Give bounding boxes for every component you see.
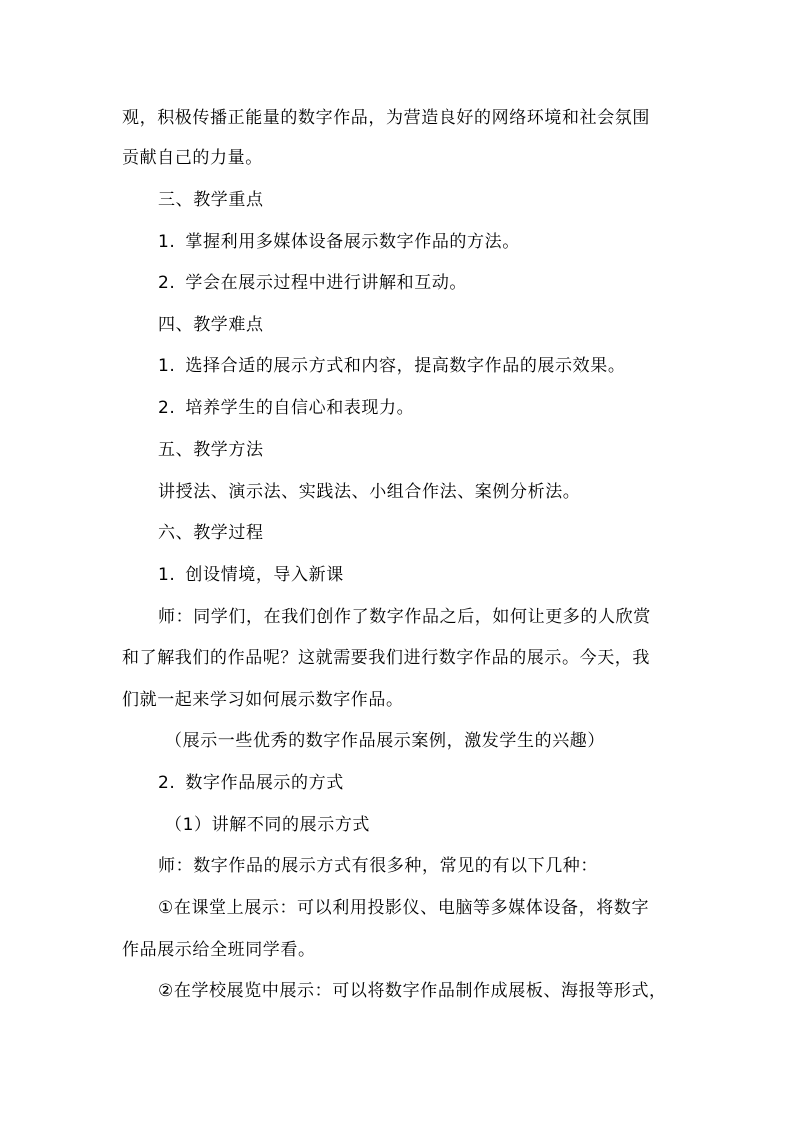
text: 贡献自己的力量。 bbox=[122, 148, 263, 168]
list-text: 数字作品展示的方式 bbox=[185, 773, 344, 793]
list-number: 2. bbox=[158, 398, 176, 418]
section-heading bbox=[0, 313, 794, 337]
heading-text: （1）讲解不同的展示方式 bbox=[165, 815, 371, 835]
paragraph-line bbox=[0, 646, 794, 670]
list-text: 掌握利用多媒体设备展示数字作品的方法。 bbox=[185, 232, 520, 252]
text: ②在学校展览中展示：可以将数字作品制作成展板、海报等形式， bbox=[158, 981, 667, 1001]
paragraph-line bbox=[0, 979, 794, 1003]
paragraph-line bbox=[0, 938, 794, 962]
list-number: 1. bbox=[158, 356, 176, 376]
section-heading bbox=[0, 438, 794, 462]
paragraph-line bbox=[0, 106, 794, 130]
text: 们就一起来学习如何展示数字作品。 bbox=[122, 690, 404, 710]
list-number: 1. bbox=[158, 232, 176, 252]
list-number: 2. bbox=[158, 773, 176, 793]
list-text: 创设情境，导入新课 bbox=[185, 565, 344, 585]
paragraph-line bbox=[0, 480, 794, 504]
sub-heading bbox=[0, 813, 794, 837]
heading-text: 五、教学方法 bbox=[158, 440, 264, 460]
list-number: 1. bbox=[158, 565, 176, 585]
list-text: 选择合适的展示方式和内容，提高数字作品的展示效果。 bbox=[185, 356, 626, 376]
list-item bbox=[0, 563, 794, 587]
paragraph-line bbox=[0, 854, 794, 878]
text: ①在课堂上展示：可以利用投影仪、电脑等多媒体设备，将数字 bbox=[158, 898, 650, 918]
heading-text: 六、教学过程 bbox=[158, 523, 264, 543]
text: 和了解我们的作品呢？这就需要我们进行数字作品的展示。今天，我 bbox=[122, 648, 650, 668]
list-item bbox=[0, 271, 794, 295]
list-number: 2. bbox=[158, 273, 176, 293]
text: 观，积极传播正能量的数字作品，为营造良好的网络环境和社会氛围 bbox=[122, 108, 650, 128]
heading-text: 三、教学重点 bbox=[158, 190, 264, 210]
paragraph-line bbox=[0, 688, 794, 712]
list-item bbox=[0, 771, 794, 795]
heading-text: 四、教学难点 bbox=[158, 315, 264, 335]
paragraph-line bbox=[0, 729, 794, 753]
text: 师：数字作品的展示方式有很多种，常见的有以下几种： bbox=[158, 856, 598, 876]
paragraph-line bbox=[0, 605, 794, 629]
text: 讲授法、演示法、实践法、小组合作法、案例分析法。 bbox=[158, 482, 581, 502]
section-heading bbox=[0, 521, 794, 545]
text: 作品展示给全班同学看。 bbox=[122, 940, 316, 960]
list-text: 培养学生的自信心和表现力。 bbox=[185, 398, 415, 418]
paragraph-line bbox=[0, 146, 794, 170]
text: （展示一些优秀的数字作品展示案例，激发学生的兴趣） bbox=[165, 731, 605, 751]
section-heading bbox=[0, 188, 794, 212]
list-text: 学会在展示过程中进行讲解和互动。 bbox=[185, 273, 468, 293]
list-item bbox=[0, 354, 794, 378]
text: 师：同学们，在我们创作了数字作品之后，如何让更多的人欣赏 bbox=[158, 607, 651, 627]
list-item bbox=[0, 230, 794, 254]
list-item bbox=[0, 396, 794, 420]
paragraph-line bbox=[0, 896, 794, 920]
